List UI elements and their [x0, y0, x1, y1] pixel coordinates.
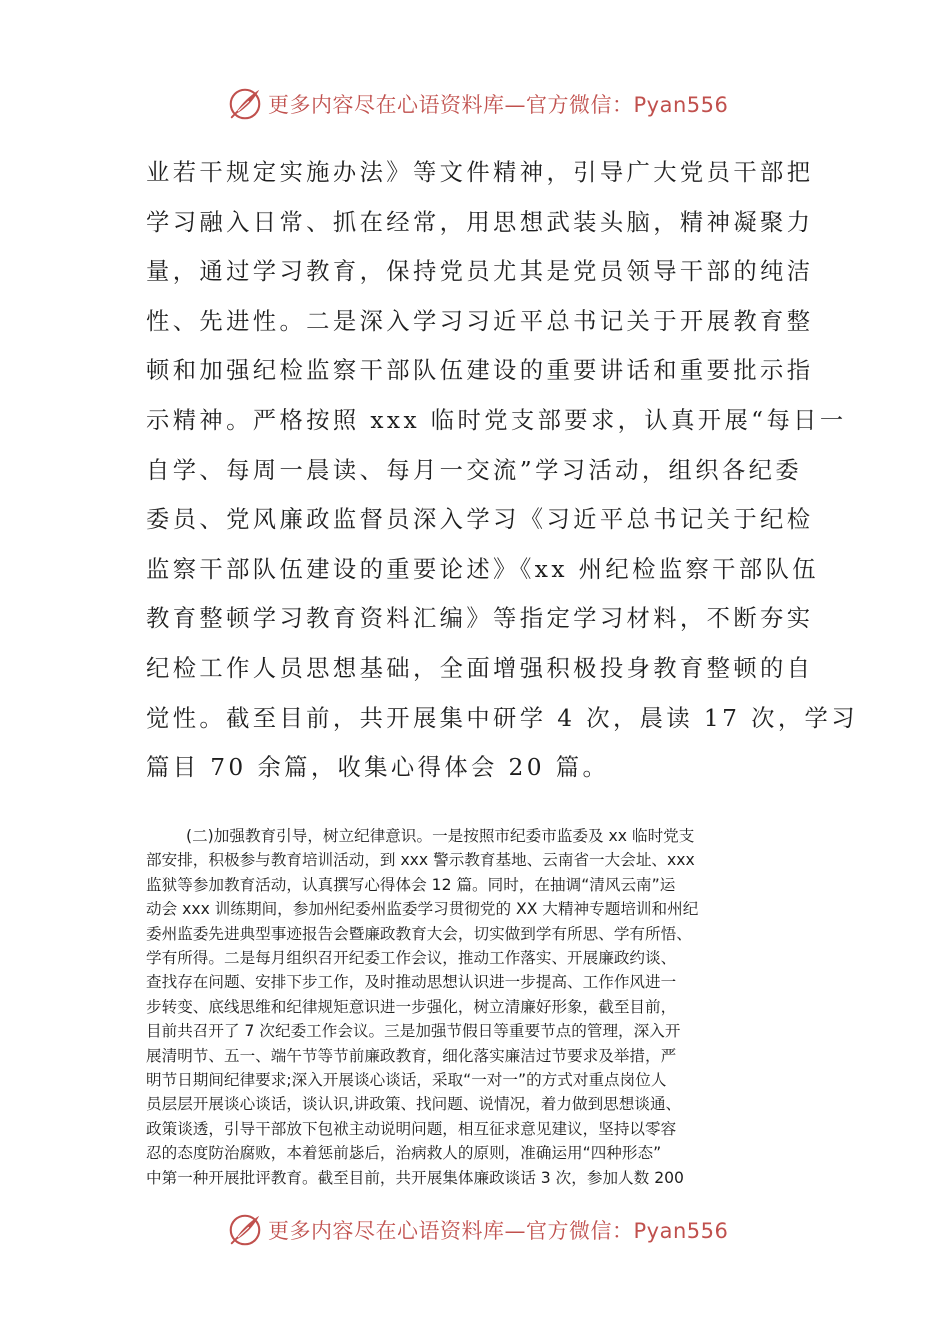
- section2-line: 政策谈透，引导干部放下包袱主动说明问题，相互征求意见建议，坚持以零容: [146, 1119, 677, 1138]
- section1-line: 业若干规定实施办法》等文件精神，引导广大党员干部把: [146, 159, 814, 186]
- section2-line: 忍的态度防治腐败，本着惩前毖后，治病救人的原则，准确运用“四种形态”: [146, 1144, 662, 1163]
- section2-line: 明节日期间纪律要求;深入开展谈心谈话，采取“一对一”的方式对重点岗位人: [146, 1071, 667, 1090]
- section1-line: 示精神。严格按照 xxx 临时党支部要求，认真开展“每日一: [146, 406, 847, 434]
- section2-line: 目前共召开了 7 次纪委工作会议。三是加强节假日等重要节点的管理，深入开: [146, 1022, 681, 1041]
- section2-line: 动会 xxx 训练期间，参加州纪委州监委学习贯彻党的 XX 大精神专题培训和州纪: [146, 900, 699, 919]
- section1-line: 量，通过学习教育，保持党员尤其是党员领导干部的纯洁: [146, 258, 814, 286]
- feather-pen-logo-icon: [226, 85, 264, 123]
- section2-paragraph: [146, 824, 810, 1190]
- section2-line: 监狱等参加教育活动，认真撰写心得体会 12 篇。同时，在抽调“清风云南”运: [146, 875, 676, 894]
- section1-line: 纪检工作人员思想基础，全面增强积极投身教育整顿的自: [146, 654, 814, 682]
- section1-line: 委员、党风廉政监督员深入学习《习近平总书记关于纪检: [146, 506, 814, 534]
- section2-line: 员层层开展谈心谈话，谈认识,讲政策、找问题、说情况，着力做到思想谈通、: [146, 1095, 682, 1114]
- footer-banner-text: 更多内容尽在心语资料库—官方微信：Pyan556: [268, 1219, 729, 1243]
- section1-line: 监察干部队伍建设的重要论述》《xx 州纪检监察干部队伍: [146, 555, 819, 583]
- footer-banner: [226, 1210, 728, 1250]
- feather-pen-logo-icon: [226, 1211, 264, 1249]
- section2-line: 步转变、底线思维和纪律规矩意识进一步强化，树立清廉好形象，截至目前，: [146, 997, 677, 1016]
- section2-line: 查找存在问题、安排下步工作，及时推动思想认识进一步提高、工作作风进一: [146, 973, 677, 992]
- section1-line: 教育整顿学习教育资料汇编》等指定学习材料，不断夯实: [146, 605, 814, 633]
- section2-line: 委州监委先进典型事迹报告会暨廉政教育大会，切实做到学有所思、学有所悟、: [146, 924, 692, 943]
- section1-paragraph: [146, 148, 858, 793]
- header-banner-text: 更多内容尽在心语资料库—官方微信：Pyan556: [268, 93, 729, 117]
- section1-line: 觉性。截至目前，共开展集中研学 4 次，晨读 17 次，学习: [146, 704, 858, 732]
- section1-line: 篇目 70 余篇，收集心得体会 20 篇。: [146, 754, 610, 782]
- section2-line: (二)加强教育引导，树立纪律意识。一是按照市纪委市监委及 xx 临时党支: [186, 827, 695, 845]
- section2-line: 部安排，积极参与教育培训活动，到 xxx 警示教育基地、云南省一大会址、xxx: [146, 851, 695, 870]
- section2-line: 学有所得。二是每月组织召开纪委工作会议，推动工作落实、开展廉政约谈、: [146, 949, 677, 968]
- section1-line: 性、先进性。二是深入学习习近平总书记关于开展教育整: [146, 307, 814, 335]
- section1-line: 学习融入日常、抓在经常，用思想武装头脑，精神凝聚力: [146, 208, 814, 236]
- section1-line: 自学、每周一晨读、每月一交流”学习活动，组织各纪委: [146, 456, 803, 484]
- header-banner: [226, 84, 728, 124]
- section1-line: 顿和加强纪检监察干部队伍建设的重要讲话和重要批示指: [146, 357, 814, 385]
- section2-line: 展清明节、五一、端午节等节前廉政教育，细化落实廉洁过节要求及举措，严: [146, 1046, 677, 1065]
- section2-line: 中第一种开展批评教育。截至目前，共开展集体廉政谈话 3 次，参加人数 200: [146, 1168, 684, 1187]
